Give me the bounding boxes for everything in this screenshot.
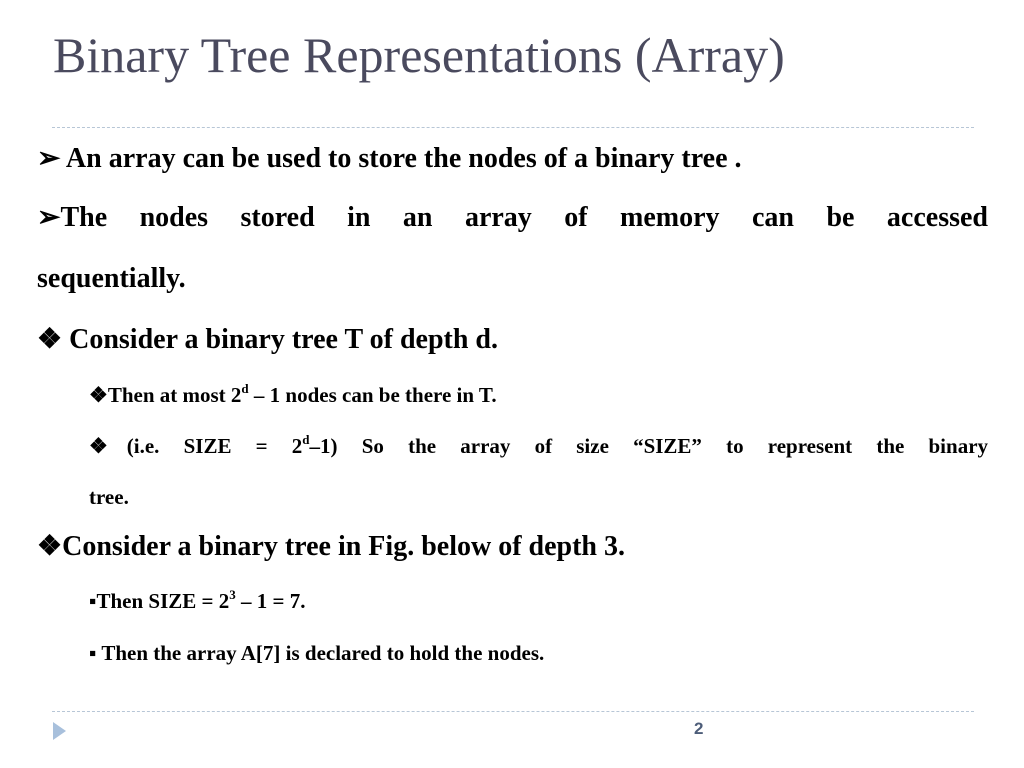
slide-body: [37, 136, 988, 668]
title-divider: [52, 127, 974, 128]
bullet-sequential-access-cont: [37, 256, 988, 302]
diamond-bullet-icon: ❖: [37, 324, 63, 355]
bullet-text-part: – 1 = 7.: [235, 589, 306, 613]
sub-bullet-size-formula-cont: [89, 482, 988, 512]
square-bullet-icon: ▪: [89, 641, 97, 665]
bullet-text-part: Then at most 2: [107, 383, 242, 407]
square-bullet-icon: ▪: [89, 589, 97, 613]
bullet-depth-d: [37, 317, 988, 363]
bullet-text-part: Then SIZE = 2: [96, 589, 230, 613]
arrow-bullet-icon: ➢: [37, 143, 61, 174]
slide-title: Binary Tree Representations (Array): [53, 27, 785, 83]
diamond-bullet-icon: ❖: [37, 531, 63, 562]
sub-bullet-size-formula: [89, 431, 988, 461]
bullet-text-part: – 1 nodes can be there in T.: [248, 383, 497, 407]
footer-triangle-icon: [53, 722, 66, 740]
bullet-text-part: (i.e. SIZE = 2: [126, 434, 303, 458]
sub-bullet-array-a7: [89, 638, 988, 668]
bullet-text-continued: sequentially.: [37, 263, 186, 294]
arrow-bullet-icon: ➢: [37, 202, 61, 233]
page-number: 2: [694, 719, 704, 738]
sub-bullet-size-7: [89, 586, 988, 616]
bullet-array-store-nodes: [37, 136, 988, 182]
bullet-text: The nodes stored in an array of memory can be accessed: [60, 202, 988, 233]
exponent: 3: [229, 586, 236, 602]
bullet-sequential-access: [37, 195, 988, 241]
diamond-bullet-icon: ❖: [89, 383, 108, 407]
sub-bullet-max-nodes: [89, 380, 988, 410]
bullet-text-continued: tree.: [89, 485, 129, 509]
bullet-text: An array can be used to store the nodes of a binary tree .: [60, 143, 742, 174]
diamond-bullet-icon: ❖: [89, 434, 127, 458]
bullet-text: Consider a binary tree T of depth d.: [62, 324, 498, 355]
exponent: d: [241, 380, 249, 396]
bullet-text: Then the array A[7] is declared to hold the nodes.: [96, 641, 545, 665]
bullet-text-part: –1) So the array of size “SIZE” to represent the binary: [309, 434, 989, 458]
footer-divider: [52, 711, 974, 712]
bullet-text: Consider a binary tree in Fig. below of depth 3.: [62, 531, 625, 562]
bullet-depth-3: [37, 524, 988, 570]
exponent: d: [302, 431, 310, 447]
